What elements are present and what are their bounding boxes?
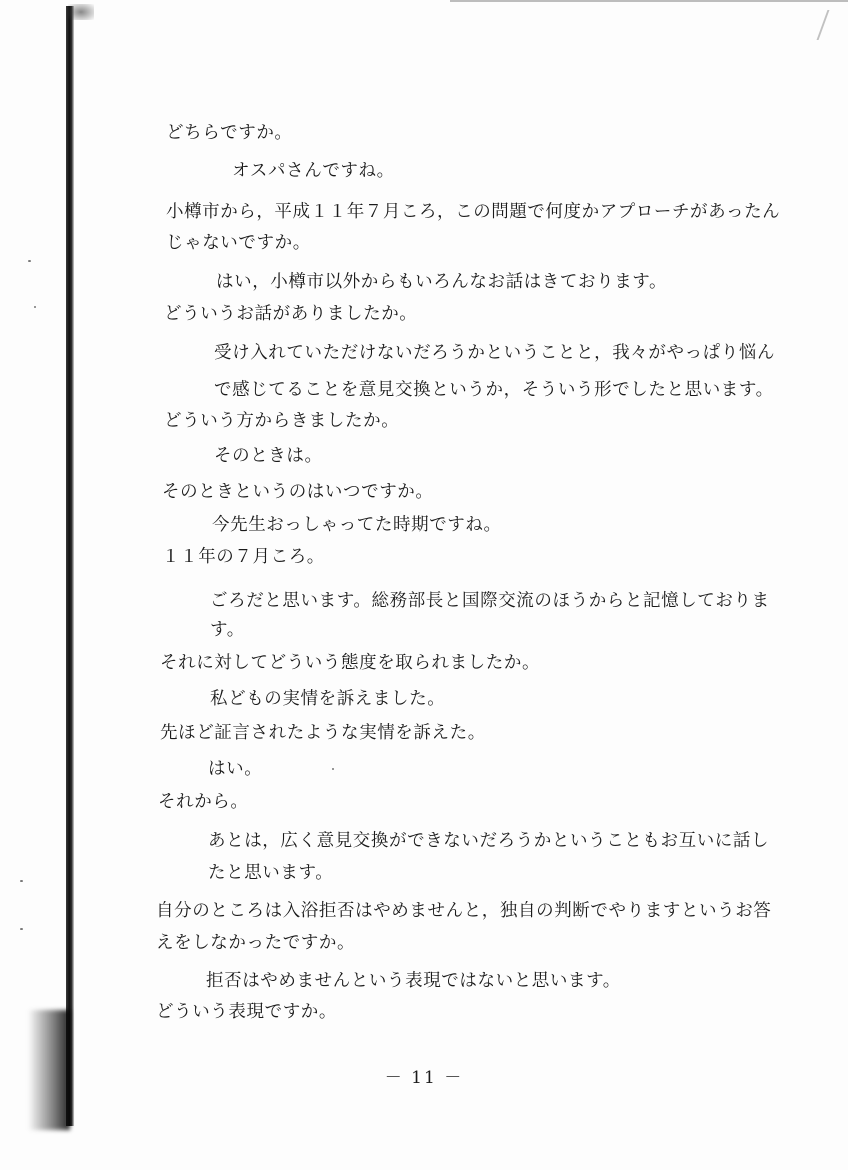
text-line-question: えをしなかったですか。: [156, 933, 356, 953]
text-line-question: じゃないですか。: [166, 233, 311, 253]
text-line-answer: オスパさんですね。: [232, 161, 395, 181]
text-line-question: どういう方からきましたか。: [164, 411, 400, 431]
text-line-question: 先ほど証言されたような実情を訴えた。: [160, 723, 486, 743]
text-line-answer: 拒否はやめませんという表現ではないと思います。: [206, 971, 621, 991]
text-line-question: どういうお話がありましたか。: [164, 304, 418, 324]
text-line-answer: はい，小樽市以外からもいろんなお話はきております。: [216, 272, 668, 292]
text-line-answer: そのときは。: [214, 446, 323, 466]
text-line-answer: で感じてることを意見交換というか，そういう形でしたと思います。: [214, 380, 774, 400]
page-number: － 11 －: [384, 1068, 464, 1088]
text-line-answer: たと思います。: [208, 863, 334, 883]
text-line-answer: 受け入れていただけないだろうかということと，我々がやっぱり悩ん: [214, 343, 776, 363]
text-line-answer: はい。: [208, 759, 263, 779]
text-line-answer: 今先生おっしゃってた時期ですね。: [212, 515, 502, 535]
text-line-question: 小樽市から，平成１１年７月ころ，この問題で何度かアプローチがあったん: [166, 202, 781, 222]
text-line-answer: 私どもの実情を訴えました。: [210, 689, 446, 709]
text-line-question: １１年の７月ころ。: [162, 547, 325, 567]
text-line-question: それから。: [158, 792, 249, 812]
text-line-question: どういう表現ですか。: [156, 1002, 337, 1022]
text-line-question: そのときというのはいつですか。: [162, 482, 434, 502]
text-line-answer: ごろだと思います。総務部長と国際交流のほうからと記憶しておりま: [210, 591, 770, 611]
text-line-answer: あとは，広く意見交換ができないだろうかということもお互いに話し: [208, 831, 770, 851]
text-line-question: どちらですか。: [166, 123, 293, 143]
text-line-question: 自分のところは入浴拒否はやめませんと，独自の判断でやりますというお答: [156, 901, 772, 921]
text-line-question: それに対してどういう態度を取られましたか。: [160, 653, 541, 673]
text-line-answer: す。: [210, 620, 245, 640]
